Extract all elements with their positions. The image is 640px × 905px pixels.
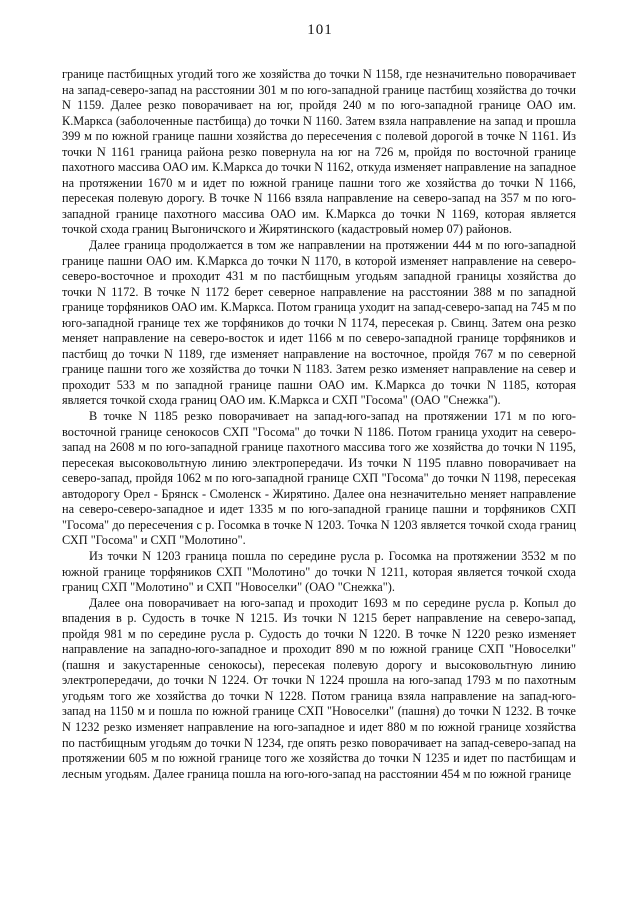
paragraph-4: Из точки N 1203 граница пошла по середине русла р. Госомка на протяжении 3532 м по южной границе торфяников СХП "Молотино" до точки N 1211, которая является точкой схода границ СХП "Молотино" и СХП "Новоселки" (ОАО "Снежка"). xyxy=(62,548,576,595)
paragraph-3: В точке N 1185 резко поворачивает на запад-юго-запад на протяжении 171 м по юго-восточной границе сенокосов СХП "Госома" до точки N 1186. Потом граница уходит на северо-запад на 2608 м по юго-западной границе пахотного массива того же хозяйства до точки N 1195, пересекая высоковольтную линию электропередачи. Из точки N 1195 плавно поворачивает на северо-запад, пройдя 1062 м по юго-западной границе СХП "Госома" до точки N 1198, пересекая автодорогу Орел - Брянск - Смоленск - Жирятино. Далее она незначительно меняет направление на северо-северо-западное и идет 1335 м по юго-западной границе пашни и торфяников СХП "Госома" до пересечения с р. Госомка в точке N 1203. Точка N 1203 является точкой схода границ СХП "Госома" и СХП "Молотино". xyxy=(62,409,576,548)
page-number: 101 xyxy=(307,22,333,38)
paragraph-1: границе пастбищных угодий того же хозяйства до точки N 1158, где незначительно поворачивает на запад-северо-запад на расстоянии 301 м по юго-западной границе пастбищ хозяйства до точки N 1159. Далее резко поворачивает на юг, пройдя 240 м по юго-западной границе ОАО им. К.Маркса (заболоченные пастбища) до точки N 1160. Затем взяла направление на запад и прошла 399 м по южной границе пашни хозяйства до пересечения с полевой дорогой в точке N 1161. Из точки N 1161 граница района резко повернула на юг на 726 м, пройдя по восточной границе пахотного массива ОАО им. К.Маркса до точки N 1162, откуда изменяет направление на западное на протяжении 1670 м и идет по южной границе пашни того же хозяйства до точки N 1166, пересекая полевую дорогу. В точке N 1166 взяла направление на северо-запад на 357 м по юго-западной границе пахотного массива ОАО им. К.Маркса до точки N 1169, которая является точкой схода границ Выгоничского и Жирятинского (кадастровый номер 07) районов. xyxy=(62,67,576,237)
body-text xyxy=(62,67,576,782)
paragraph-5: Далее она поворачивает на юго-запад и проходит 1693 м по середине русла р. Копыл до впадения в р. Судость в точке N 1215. Из точки N 1215 берет направление на северо-запад, пройдя 981 м по середине русла р. Судость до точки N 1220. В точке N 1220 резко изменяет направление на западно-юго-западное и проходит 890 м по южной границе СХП "Новоселки" (пашня и закустаренные сенокосы), пересекая полевую дорогу и высоковольтную линию электропередачи, до точки N 1224. От точки N 1224 прошла на юго-запад 1793 м по пахотным угодьям того же хозяйства до точки N 1228. Потом граница взяла направление на запад-юго-запад на 1150 м и пошла по южной границе СХП "Новоселки" (пашня) до точки N 1232. В точке N 1232 резко изменяет направление на юго-западное и идет 880 м по южной границе хозяйства по пастбищным угодьям до точки N 1234, где опять резко поворачивает на запад-северо-запад на протяжении 605 м по южной границе того же хозяйства до точки N 1235 и идет по пастбищам и лесным угодьям. Далее граница пошла на юго-юго-запад на расстоянии 454 м по южной границе xyxy=(62,595,576,781)
paragraph-2: Далее граница продолжается в том же направлении на протяжении 444 м по юго-западной границе пашни ОАО им. К.Маркса до точки N 1170, в которой изменяет направление на северо-северо-восточное и проходит 431 м по пастбищным угодьям западной границы хозяйства до точки N 1172. В точке N 1172 берет северное направление на расстоянии 388 м по западной границе торфяников ОАО им. К.Маркса. Потом граница уходит на запад-северо-запад на 745 м по юго-западной границе тех же торфяников до точки N 1174, пересекая р. Свинц. Затем она резко меняет направление на северо-восток и идет 1166 м по северо-западной границе торфяников и пастбищ до точки N 1189, где изменяет направление на восточное, пройдя 767 м по северной границе пашни того же хозяйства до точки N 1183. Затем резко изменяет направление на север и проходит 533 м по западной границе пашни ОАО им. К.Маркса до точки N 1185, которая является точкой схода границ ОАО им. К.Маркса и СХП "Госома" (ОАО "Снежка"). xyxy=(62,238,576,408)
